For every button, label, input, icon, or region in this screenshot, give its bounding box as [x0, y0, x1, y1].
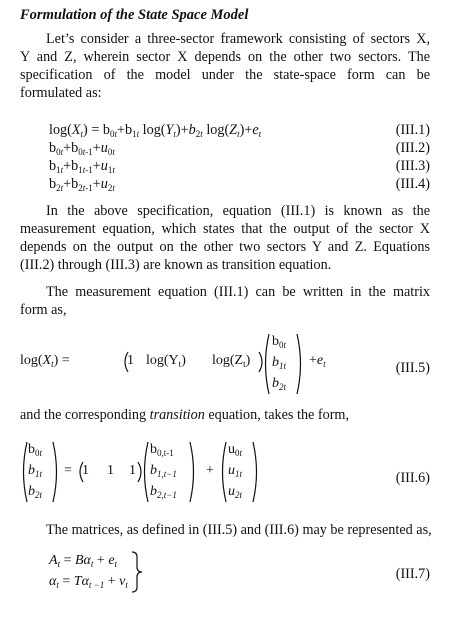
right-paren	[189, 441, 197, 503]
text-line: measurement equation, which states that the output of the sector X	[20, 221, 430, 237]
left-paren	[219, 441, 227, 503]
equation-label: (III.1)	[395, 122, 430, 138]
section-heading: Formulation of the State Space Model	[20, 7, 249, 23]
text-line: form as,	[20, 302, 67, 318]
right-brace	[131, 551, 143, 593]
equation-label: (III.7)	[395, 566, 430, 582]
equation-iii-1: $\log(X_t) = b_{0t}+b_{1t}$ $\log(Y_t)+b_{2t}$ $\log(Z_t)+e_t$	[49, 122, 262, 139]
equation-iii-3: $b_{1t}+b_{1t-1}+u_{1t}$	[49, 158, 115, 175]
right-paren	[252, 441, 260, 503]
text-line: Let’s consider a three-sector framework consisting of sectors X,	[46, 31, 430, 47]
left-paren	[262, 333, 270, 395]
left-paren	[141, 441, 149, 503]
matrix-form-paragraph	[20, 283, 430, 319]
equation-iii-4: $b_{2t}+b_{2t-1}+u_{2t}$	[49, 176, 115, 193]
text-line: The matrices, as defined in (III.5) and (III.6) may be represented as,	[46, 522, 432, 538]
text-line: Y and Z, wherein sector X depends on the other two sectors. The	[20, 49, 430, 65]
equation-label: (III.4)	[395, 176, 430, 192]
transition-paragraph	[20, 406, 430, 424]
right-paren	[52, 441, 60, 503]
emphasis-text: transition	[149, 407, 205, 423]
intro-paragraph	[20, 30, 430, 102]
text-line: depends on the output on the other two sectors Y and Z. Equations	[20, 239, 430, 255]
representation-paragraph	[20, 521, 430, 539]
text-fragment: equation, takes the form,	[204, 407, 350, 423]
text-line: (III.2) through (III.3) are known as transition equation.	[20, 257, 332, 273]
left-paren	[20, 441, 28, 503]
document-page: Formulation of the State Space Model Let’s consider a three-sector framework consisting of sectors X, Y and Z, wherein sector X depends on the other two sectors. The specification of the model under the state-space form can be formulated as: $\log(X_t) = b_{0t}+b_{1t}$ $\log(Y_t)+b_{2t}$ $\log(Z_t)+e_t$ (III.1) $b_{0t}+b_{0t-1}+u_{0t}$ (III.2) $b_{1t}+b_{1t-1}+u_{1t}$ (III.3) $b_{2t}+b_{2t-1}+u_{2t}$ (III.4) In the above specification, equation (III.1) is known as the measurement equation, which states that the output of the sector X depends on the output on the other two sectors Y and Z. Equations (III.2) through (III.3) are known as transition equation. The measurement equation (III.1) can be written in the matrix form as, $\log(X_t)$ = 1 $\log(Y_t)$ $\log(Z_t)$ $b_{0t}$ $b_{1t}$ $b_{2t}$ $+e_t$ (III.5) and the corresponding transition equation, takes the form, $b_{0t}$ $b_{1t}$ $b_{2t}$ = 1 1 1 $b_{0,t-1}$ $b_{1,t-1}$ $b_{2,t-1}$ + $u_{0t}$ $u_{1t}$ $u_{2t}$ (III.6) The matrices, as defined in (III.5) and (III.6) may be represented as, $A_t = B\alpha_t + e_t$ $\alpha_t = T\alpha_{t -1} + v_t$ (III.7)	[0, 0, 460, 618]
text-line: The measurement equation (III.1) can be written in the matrix	[46, 284, 430, 300]
equation-label: (III.2)	[395, 140, 430, 156]
equation-label: (III.5)	[395, 360, 430, 376]
matrix-entry: 1	[129, 463, 136, 478]
equation-label: (III.6)	[395, 470, 430, 486]
equation-iii-2: $b_{0t}+b_{0t-1}+u_{0t}$	[49, 140, 115, 157]
text-line: formulated as:	[20, 85, 102, 101]
equation-label: (III.3)	[395, 158, 430, 174]
text-line: In the above specification, equation (III.1) is known as the	[46, 203, 430, 219]
text-line: specification of the model under the state-space form can be	[20, 67, 430, 83]
right-paren	[296, 333, 304, 395]
matrix-entry: 1	[82, 463, 89, 478]
matrix-entry: 1	[107, 463, 114, 478]
measurement-paragraph	[20, 202, 430, 274]
text-fragment: and the corresponding	[20, 407, 150, 423]
